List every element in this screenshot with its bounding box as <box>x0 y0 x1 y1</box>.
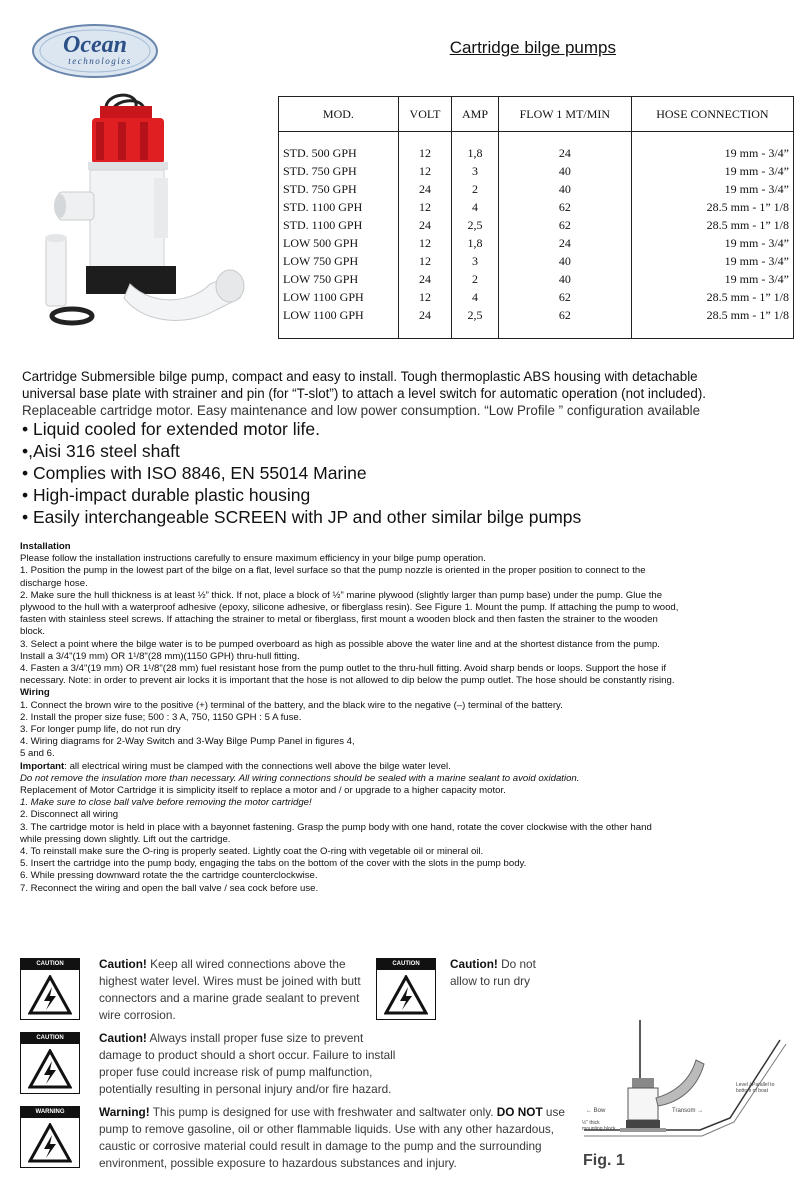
replacement-step: 3. The cartridge motor is held in place with a bayonnet fastening. Grasp the pump body with one hand, rotate the cover clockwise with the other hand <box>20 821 652 833</box>
electric-hazard-icon <box>28 1123 72 1163</box>
wiring-line: 3. For longer pump life, do not run dry <box>20 724 181 736</box>
warning-bold: Caution! <box>99 957 147 971</box>
page-title: Cartridge bilge pumps <box>449 38 616 57</box>
amp-cell: 2 <box>452 270 499 288</box>
hose-cell: 28.5 mm - 1” 1/8 <box>631 288 793 306</box>
volt-cell: 12 <box>398 252 451 270</box>
amp-cell: 4 <box>452 288 499 306</box>
flow-cell: 62 <box>498 306 631 339</box>
table-row <box>279 234 794 252</box>
replacement-step: 4. To reinstall make sure the O-ring is properly seated. Lightly coat the O-ring with vegetable oil or mineral oil. <box>20 846 484 858</box>
warning-line: allow to run dry <box>450 974 530 988</box>
replacement-step: 7. Reconnect the wiring and open the ball valve / sea cock before use. <box>20 882 319 894</box>
instruction-line: discharge hose. <box>20 577 88 589</box>
warning-text-4 <box>99 1104 565 1172</box>
flow-cell: 62 <box>498 216 631 234</box>
instructions <box>20 541 790 895</box>
hose-cell: 28.5 mm - 1” 1/8 <box>631 198 793 216</box>
amp-cell: 1,8 <box>452 234 499 252</box>
model-cell: STD. 750 GPH <box>279 180 399 198</box>
warning-text-3 <box>99 1030 395 1098</box>
volt-cell: 12 <box>398 162 451 180</box>
flow-cell: 62 <box>498 198 631 216</box>
electric-hazard-icon <box>28 1049 72 1089</box>
important-text: : all electrical wiring must be clamped with the connections well above the bilge water level. <box>64 760 451 772</box>
volt-cell: 24 <box>398 180 451 198</box>
flow-cell: 40 <box>498 180 631 198</box>
flow-cell: 40 <box>498 162 631 180</box>
warning-line: highest water level. Wires must be joined with butt <box>99 974 361 988</box>
wiring-line: 4. Wiring diagrams for 2-Way Switch and 3-Way Bilge Pump Panel in figures 4, <box>20 736 355 748</box>
pump-photo <box>34 88 270 336</box>
warning-line: Do not <box>497 957 536 971</box>
description-line: Replaceable cartridge motor. Easy maintenance and low power consumption. “Low Profile ” configuration available <box>22 403 701 418</box>
caution-tag: CAUTION <box>20 1032 80 1044</box>
amp-cell: 3 <box>452 162 499 180</box>
warning-bold: Warning! <box>99 1105 150 1119</box>
warning-line: Keep all wired connections above the <box>146 957 346 971</box>
feature-item: • Liquid cooled for extended motor life. <box>22 419 320 439</box>
instruction-line: block. <box>20 626 46 638</box>
table-row <box>279 132 794 163</box>
description-line: Cartridge Submersible bilge pump, compact and easy to install. Tough thermoplastic ABS housing with detachable <box>22 369 698 384</box>
feature-item: • Complies with ISO 8846, EN 55014 Marine <box>22 463 367 483</box>
fig-bow-label: ← Bow <box>586 1108 606 1114</box>
volt-cell: 12 <box>398 288 451 306</box>
model-cell: LOW 1100 GPH <box>279 288 399 306</box>
warning-tag: WARNING <box>20 1106 80 1118</box>
volt-cell: 12 <box>398 234 451 252</box>
model-cell: STD. 1100 GPH <box>279 216 399 234</box>
important-label: Important <box>20 760 65 772</box>
col-header-flow: FLOW 1 MT/MIN <box>498 97 631 132</box>
model-cell: LOW 1100 GPH <box>279 306 399 339</box>
hose-cell: 28.5 mm - 1” 1/8 <box>631 306 793 339</box>
warning-bold: Caution! <box>450 957 498 971</box>
amp-cell: 2,5 <box>452 216 499 234</box>
spec-table-header-row <box>279 97 794 132</box>
table-row <box>279 252 794 270</box>
flow-cell: 62 <box>498 288 631 306</box>
instruction-line: 2. Make sure the hull thickness is at least ½” thick. If not, place a block of ½” marine plywood (slightly larger than pump base) under the pump. Glue the <box>20 589 663 601</box>
caution-label-1 <box>20 958 80 1020</box>
feature-list <box>22 418 792 528</box>
description-line: universal base plate with strainer and pin (for “T-slot”) to attach a level switch for automatic operation (not included). <box>22 386 706 401</box>
col-header-amp: AMP <box>452 97 499 132</box>
hose-cell: 19 mm - 3/4” <box>631 270 793 288</box>
col-header-volt: VOLT <box>398 97 451 132</box>
model-cell: LOW 750 GPH <box>279 270 399 288</box>
amp-cell: 2,5 <box>452 306 499 339</box>
fig-level-label-2: bottom of boat <box>736 1088 768 1094</box>
instruction-line: 3. Select a point where the bilge water is to be pumped overboard as high as possible above the water line and at the shortest distance from the pump. <box>20 638 660 650</box>
warning-bold: Caution! <box>99 1031 147 1045</box>
instruction-line: Install a 3/4"(19 mm) OR 1¹/8"(28 mm)(1150 GPH) thru-hull fitting. <box>20 650 300 662</box>
amp-cell: 1,8 <box>452 132 499 163</box>
wiring-line: 2. Install the proper size fuse; 500 : 3 A, 750, 1150 GPH : 5 A fuse. <box>20 711 302 723</box>
hose-cell: 19 mm - 3/4” <box>631 132 793 163</box>
warning-line: environment, possible exposure to hazardous substances and injury. <box>99 1156 457 1170</box>
warning-text-1 <box>99 956 361 1024</box>
instruction-line: necessary. Note: in order to prevent air locks it is important that the hose is not allowed to dip below the pump outlet. The hose should be constantly rising. <box>20 675 675 687</box>
instruction-line: plywood to the hull with a waterproof adhesive (epoxy, silicone adhesive, or fiberglass resin). See Figure 1. Mount the pump. If attaching the pump to wood, <box>20 602 679 614</box>
warning-line: proper fuse could increase risk of pump malfunction, <box>99 1065 373 1079</box>
replacement-step: 1. Make sure to close ball valve before removing the motor cartridge! <box>20 797 312 809</box>
volt-cell: 12 <box>398 132 451 163</box>
caution-label-2 <box>376 958 436 1020</box>
model-cell: STD. 500 GPH <box>279 132 399 163</box>
replacement-intro: Replacement of Motor Cartridge it is simplicity itself to replace a motor and / or upgrade to a higher capacity motor. <box>20 785 506 797</box>
insulation-note: Do not remove the insulation more than necessary. All wiring connections should be sealed with a marine sealant to avoid oxidation. <box>20 772 580 784</box>
instruction-line: 4. Fasten a 3/4"(19 mm) OR 1¹/8"(28 mm) fuel resistant hose from the pump outlet to the thru-hull fitting. Avoid sharp bends or loops. Support the hose if <box>20 663 667 675</box>
table-row <box>279 216 794 234</box>
product-description <box>22 368 792 419</box>
warning-line: Always install proper fuse size to prevent <box>146 1031 364 1045</box>
volt-cell: 12 <box>398 198 451 216</box>
model-cell: LOW 750 GPH <box>279 252 399 270</box>
spec-table <box>278 96 794 339</box>
warning-line: pump to remove gasoline, oil or other flammable liquids. Use with any other hazardous, <box>99 1122 555 1136</box>
replacement-step: 6. While pressing downward rotate the the cartridge counterclockwise. <box>20 870 318 882</box>
warning-line: damage to product should a short occur. Failure to install <box>99 1048 396 1062</box>
model-cell: STD. 1100 GPH <box>279 198 399 216</box>
feature-item: • Easily interchangeable SCREEN with JP and other similar bilge pumps <box>22 507 582 527</box>
wiring-heading: Wiring <box>20 687 50 699</box>
amp-cell: 2 <box>452 180 499 198</box>
flow-cell: 24 <box>498 132 631 163</box>
table-row <box>279 198 794 216</box>
hose-cell: 19 mm - 3/4” <box>631 180 793 198</box>
fig-block-label: ½" thick <box>582 1120 600 1126</box>
flow-cell: 40 <box>498 252 631 270</box>
feature-item: • High-impact durable plastic housing <box>22 485 311 505</box>
volt-cell: 24 <box>398 270 451 288</box>
caution-tag: CAUTION <box>20 958 80 970</box>
warning-line: wire corrosion. <box>99 1008 176 1022</box>
warning-line: connectors and a marine grade sealant to prevent <box>99 991 360 1005</box>
caution-tag: CAUTION <box>376 958 436 970</box>
volt-cell: 24 <box>398 306 451 339</box>
warning-label-4 <box>20 1106 80 1168</box>
electric-hazard-icon <box>28 975 72 1015</box>
table-row <box>279 180 794 198</box>
amp-cell: 4 <box>452 198 499 216</box>
fig-block-label-2: mounting block <box>582 1126 616 1132</box>
col-header-model: MOD. <box>279 97 399 132</box>
figure-label: Fig. 1 <box>583 1152 625 1169</box>
instruction-line: fasten with stainless steel screws. If attaching the strainer to metal or fiberglass, first mount a wooden block and then fasten the strainer to the wooden <box>20 614 658 626</box>
flow-cell: 40 <box>498 270 631 288</box>
hose-cell: 28.5 mm - 1” 1/8 <box>631 216 793 234</box>
important-note <box>20 761 790 773</box>
col-header-hose: HOSE CONNECTION <box>631 97 793 132</box>
replacement-step: 5. Insert the cartridge into the pump body, engaging the tabs on the bottom of the cover with the slots in the pump body. <box>20 858 527 870</box>
warning-line: caustic or corrosive material could result in damage to the pump and the surrounding <box>99 1139 542 1153</box>
replacement-step: while pressing down slightly. Lift out the cartridge. <box>20 833 231 845</box>
warning-text-2 <box>450 956 536 990</box>
logo-word: Ocean <box>63 32 127 58</box>
electric-hazard-icon <box>384 975 428 1015</box>
hose-cell: 19 mm - 3/4” <box>631 234 793 252</box>
table-row <box>279 270 794 288</box>
caution-label-3 <box>20 1032 80 1094</box>
fig-level-label: Level / Parallel to <box>736 1082 775 1088</box>
volt-cell: 24 <box>398 216 451 234</box>
model-cell: LOW 500 GPH <box>279 234 399 252</box>
instruction-line: Please follow the installation instructions carefully to ensure maximum efficiency in your bilge pump operation. <box>20 553 486 565</box>
hose-cell: 19 mm - 3/4” <box>631 162 793 180</box>
model-cell: STD. 750 GPH <box>279 162 399 180</box>
installation-heading: Installation <box>20 541 71 552</box>
warning-line: potentially resulting in personal injury and/or fire hazard. <box>99 1082 392 1096</box>
warning-line: use <box>542 1105 565 1119</box>
table-row <box>279 162 794 180</box>
replacement-step: 2. Disconnect all wiring <box>20 809 119 821</box>
feature-item: •,Aisi 316 steel shaft <box>22 441 180 461</box>
table-row <box>279 306 794 339</box>
warnings-panel <box>20 948 568 1176</box>
wiring-line: 5 and 6. <box>20 748 55 760</box>
instruction-line: 1. Position the pump in the lowest part of the bilge on a flat, level surface so that the pump nozzle is oriented in the proper position to connect to the <box>20 565 646 577</box>
hose-cell: 19 mm - 3/4” <box>631 252 793 270</box>
amp-cell: 3 <box>452 252 499 270</box>
fig-transom-label: Transom → <box>672 1108 704 1114</box>
logo-sub: technologies <box>68 56 132 66</box>
wiring-line: 1. Connect the brown wire to the positive (+) terminal of the battery, and the black wire to the negative (–) terminal of the battery. <box>20 699 563 711</box>
flow-cell: 24 <box>498 234 631 252</box>
warning-do-not: DO NOT <box>496 1105 543 1119</box>
table-row <box>279 288 794 306</box>
warning-line: This pump is designed for use with freshwater and saltwater only. <box>149 1105 497 1119</box>
